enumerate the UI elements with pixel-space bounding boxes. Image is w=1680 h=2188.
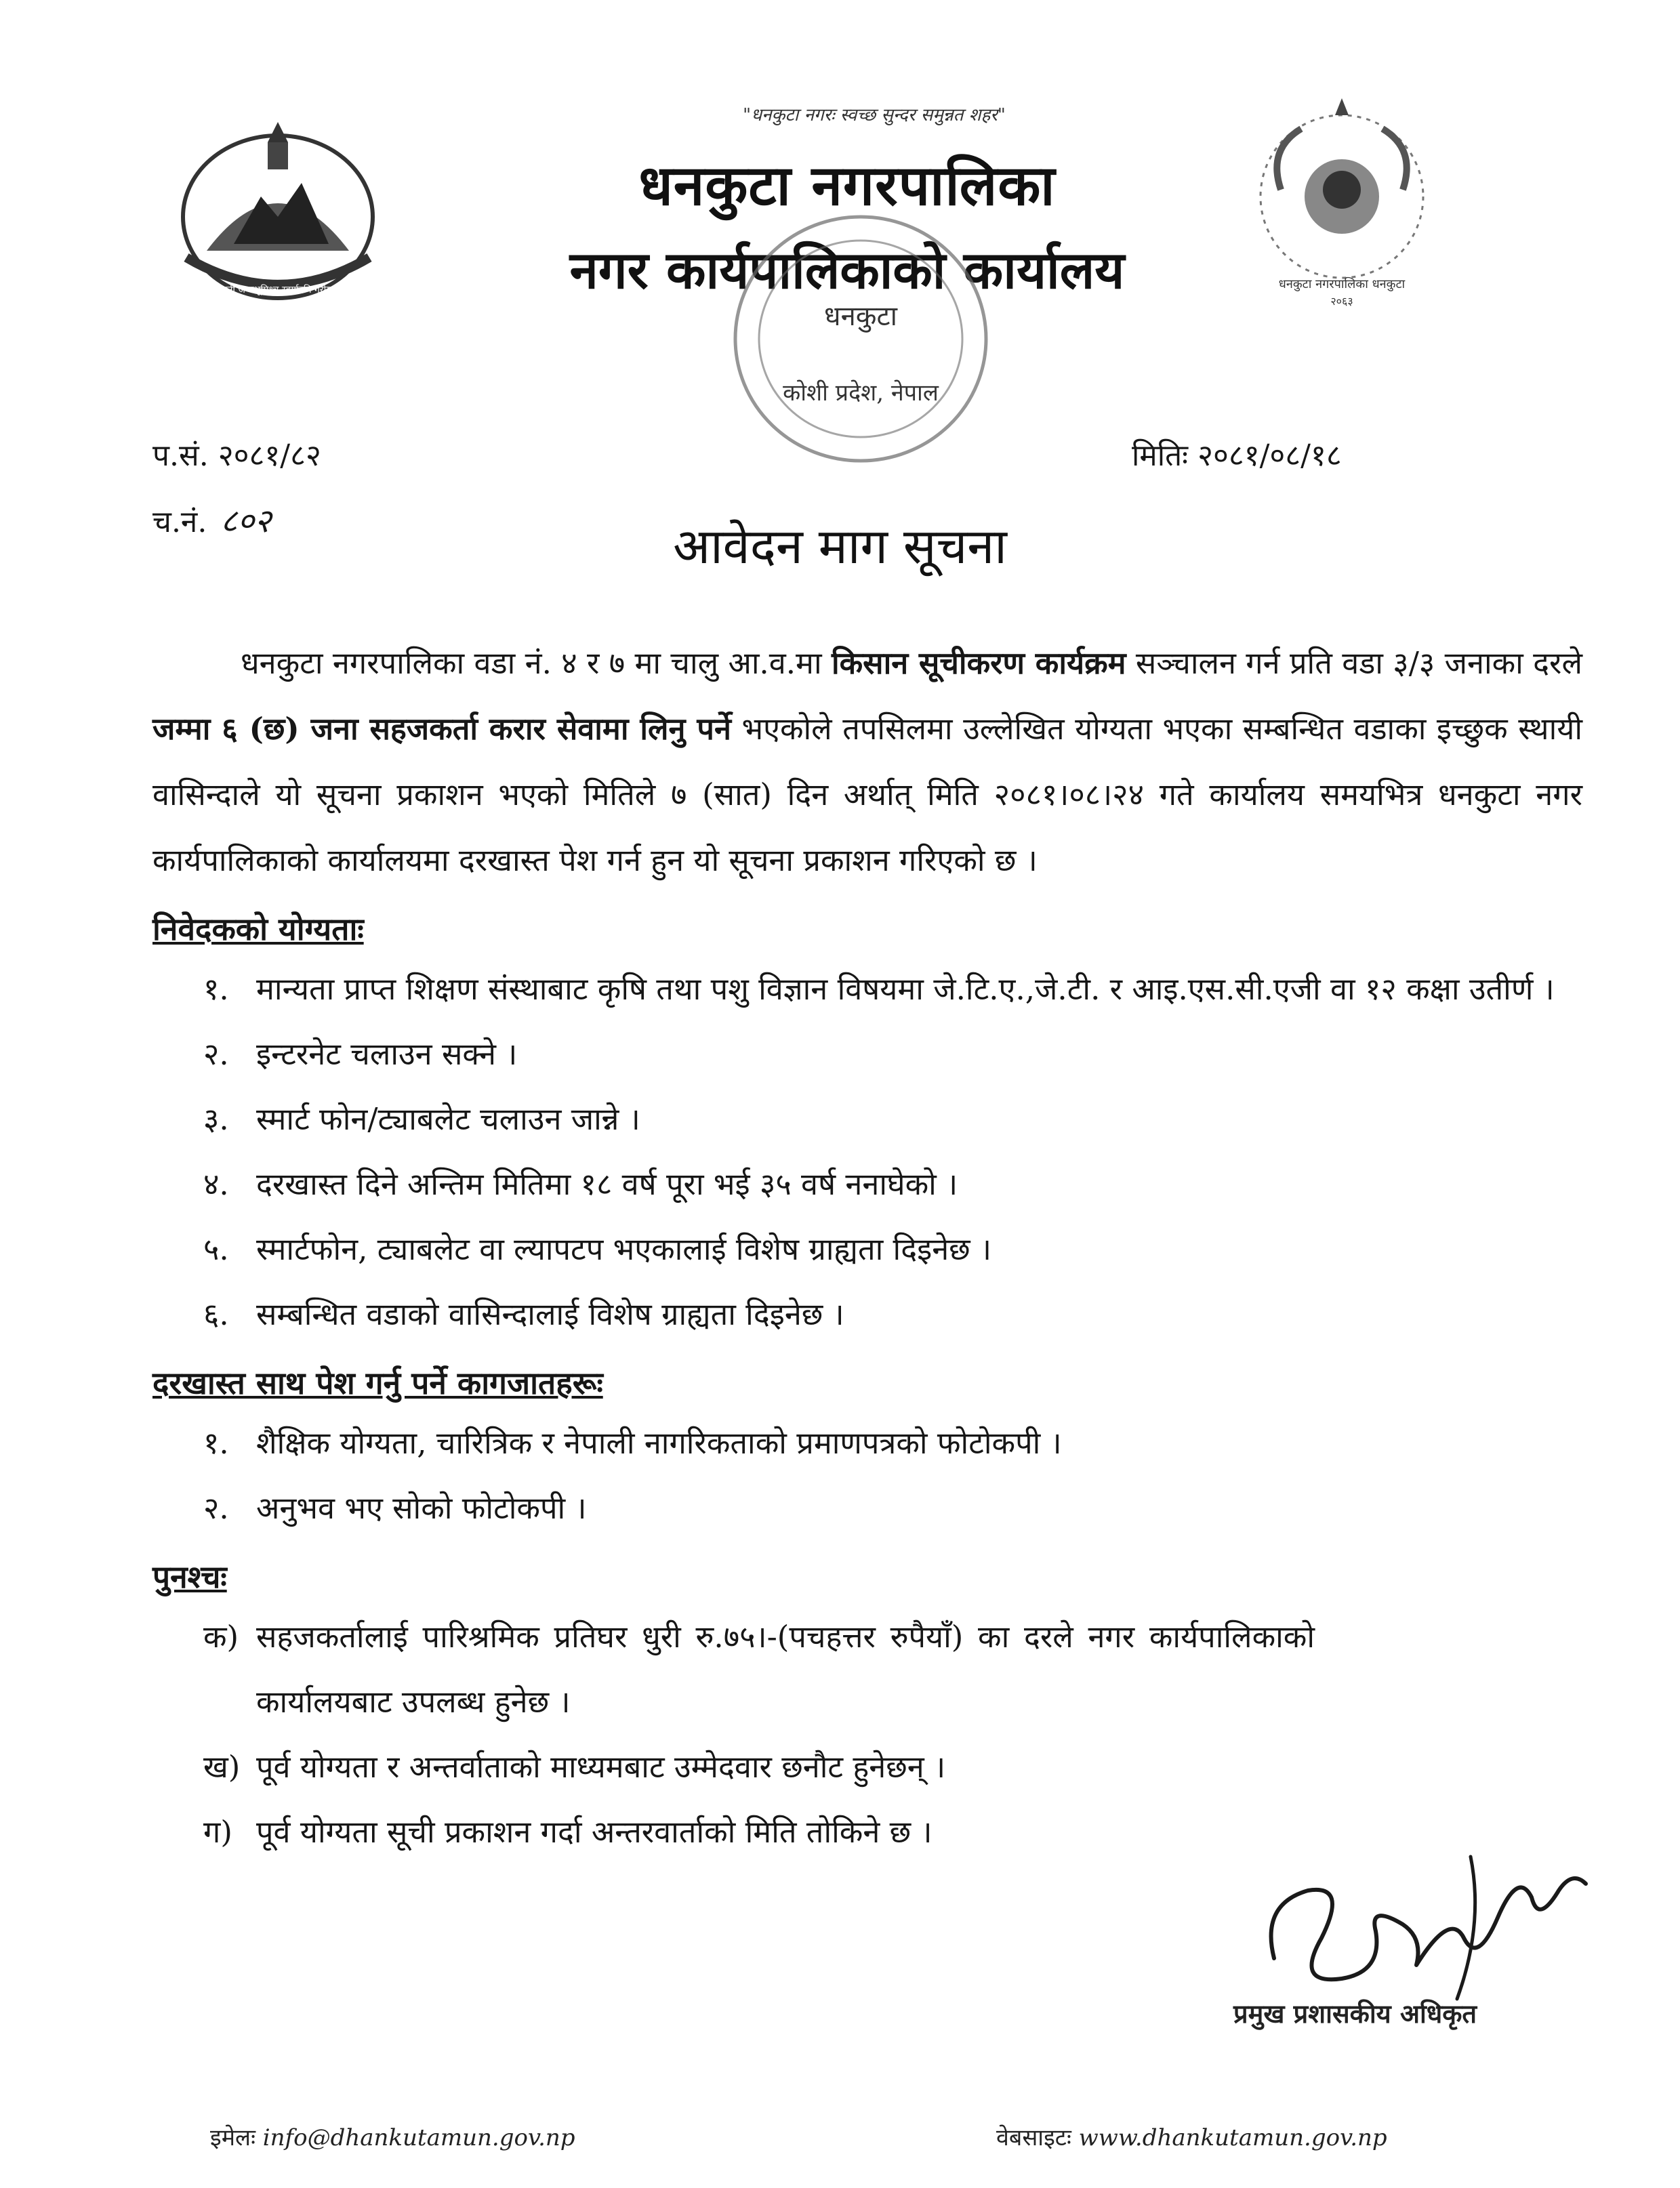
- intro-bold-positions: जम्मा ६ (छ) जना सहजकर्ता करार सेवामा लिनु पर्ने: [152, 711, 731, 747]
- motto: "धनकुटा नगरः स्वच्छ सुन्दर समुन्नत शहर": [743, 105, 1006, 125]
- item-number: १.: [203, 1425, 229, 1461]
- reference-value: २०८१/८२: [218, 438, 321, 473]
- nepal-emblem-icon: [166, 115, 390, 312]
- item-number: ५.: [203, 1231, 229, 1267]
- list-item: [203, 1476, 1582, 1541]
- item-text: इन्टरनेट चलाउन सक्ने ।: [256, 1036, 518, 1072]
- item-number: ख): [203, 1749, 241, 1785]
- item-number: २.: [203, 1036, 229, 1072]
- list-item: [203, 1152, 1582, 1217]
- postscript-list: [203, 1605, 1315, 1865]
- website-label: वेबसाइटः: [996, 2124, 1071, 2151]
- signatory-title: प्रमुख प्रशासकीय अधिकृत: [1233, 1998, 1477, 2029]
- dispatch-value: ८०२: [220, 502, 272, 540]
- documents-title: दरखास्त साथ पेश गर्नु पर्ने कागजातहरूः: [152, 1365, 603, 1401]
- item-number: ग): [203, 1814, 232, 1850]
- intro-text-2: सञ्चालन गर्न प्रति वडा ३/३ जनाका दरले: [1126, 645, 1582, 681]
- item-text: सहजकर्तालाई पारिश्रमिक प्रतिघर धुरी रु.७५।-(पचहत्तर रुपैयाँ) का दरले नगर कार्यपालिकाको कार्यालयबाट उपलब्ध हुनेछ ।: [256, 1619, 1315, 1720]
- intro-text-3: भएकोले तपसिलमा उल्लेखित योग्यता भएका सम्बन्धित वडाका इच्छुक स्थायी वासिन्दाले यो सूचना प्रकाशन भएको मितिले ७ (सात) दिन अर्थात् मिति २०८१।०८।२४ गते कार्यालय समयभित्र धनकुटा नगर कार्यपालिकाको कार्यालयमा दरखास्त पेश गर्न हुन यो सूचना प्रकाशन गरिएको छ ।: [152, 711, 1582, 878]
- item-number: क): [203, 1619, 239, 1655]
- list-item: [203, 1411, 1582, 1476]
- date-value: २०८१/०८/१८: [1197, 438, 1342, 473]
- documents-list: [203, 1411, 1582, 1541]
- office-stamp-icon: [725, 203, 996, 488]
- item-number: १.: [203, 971, 229, 1007]
- dispatch-label: च.नं.: [152, 505, 207, 539]
- seal-line-1: धनकुटा: [823, 301, 898, 332]
- item-text: अनुभव भए सोको फोटोकपी ।: [256, 1490, 587, 1526]
- intro-text-1: धनकुटा नगरपालिका वडा नं. ४ र ७ मा चालु आ.व.मा: [241, 645, 832, 681]
- email-link[interactable]: info@dhankutamun.gov.np: [262, 2124, 575, 2151]
- qualifications-list: [203, 957, 1582, 1347]
- website-link[interactable]: www.dhankutamun.gov.np: [1078, 2124, 1387, 2151]
- list-item: [203, 957, 1582, 1022]
- item-text: पूर्व योग्यता सूची प्रकाशन गर्दा अन्तरवार्ताको मिति तोकिने छ ।: [256, 1814, 933, 1850]
- email-label: इमेलः: [210, 2124, 255, 2151]
- postscript-title: पुनश्चः: [152, 1559, 227, 1595]
- office-title-municipality: धनकुटा नगरपालिका: [638, 153, 1056, 218]
- item-text: मान्यता प्राप्त शिक्षण संस्थाबाट कृषि तथा पशु विज्ञान विषयमा जे.टि.ए.,जे.टी. र आइ.एस.सी.एजी वा १२ कक्षा उतीर्ण ।: [256, 971, 1555, 1007]
- list-item: [203, 1800, 1315, 1865]
- list-item: [203, 1605, 1315, 1735]
- item-text: पूर्व योग्यता र अन्तर्वाताको माध्यमबाट उम्मेदवार छनौट हुनेछन् ।: [256, 1749, 946, 1785]
- emblem-right-year: २०६३: [1330, 295, 1353, 308]
- intro-bold-program: किसान सूचीकरण कार्यक्रम: [831, 645, 1126, 681]
- seal-line-2: कोशी प्रदेश, नेपाल: [783, 379, 939, 407]
- qualifications-title: निवेदकको योग्यताः: [152, 911, 364, 947]
- item-text: स्मार्टफोन, ट्याबलेट वा ल्यापटप भएकालाई विशेष ग्राह्यता दिइनेछ ।: [256, 1231, 992, 1267]
- list-item: [203, 1217, 1582, 1282]
- date-label: मितिः: [1132, 438, 1189, 473]
- list-item: [203, 1022, 1582, 1087]
- item-number: २.: [203, 1490, 229, 1526]
- footer-email: [210, 2121, 575, 2152]
- reference-number: [152, 434, 321, 474]
- item-number: ४.: [203, 1166, 229, 1202]
- item-number: ३.: [203, 1101, 229, 1137]
- item-text: सम्बन्धित वडाको वासिन्दालाई विशेष ग्राह्यता दिइनेछ ।: [256, 1296, 844, 1332]
- emblem-right-text: धनकुटा नगरपालिका धनकुटा: [1278, 277, 1406, 291]
- list-item: [203, 1087, 1582, 1152]
- item-number: ६.: [203, 1296, 229, 1332]
- footer-website: [996, 2121, 1387, 2152]
- reference-label: प.सं.: [152, 438, 209, 473]
- municipality-logo-icon: [1240, 95, 1443, 312]
- item-text: स्मार्ट फोन/ट्याबलेट चलाउन जान्ने ।: [256, 1101, 640, 1137]
- list-item: [203, 1282, 1582, 1347]
- notice-title: आवेदन माग सूचना: [673, 518, 1007, 575]
- intro-paragraph: [152, 630, 1582, 893]
- item-text: शैक्षिक योग्यता, चारित्रिक र नेपाली नागरिकताको प्रमाणपत्रको फोटोकपी ।: [256, 1425, 1062, 1461]
- office-title-executive: नगर कार्यपालिकाको कार्यालय: [569, 240, 1125, 300]
- item-text: दरखास्त दिने अन्तिम मितिमा १८ वर्ष पूरा भई ३५ वर्ष ननाघेको ।: [256, 1166, 958, 1202]
- notice-date: [1132, 434, 1342, 474]
- list-item: [203, 1735, 1315, 1800]
- emblem-left-text: जननी जन्मभूमिश्च स्वर्गादपि गरीयसी: [215, 285, 341, 295]
- notice-body: [152, 630, 1582, 1865]
